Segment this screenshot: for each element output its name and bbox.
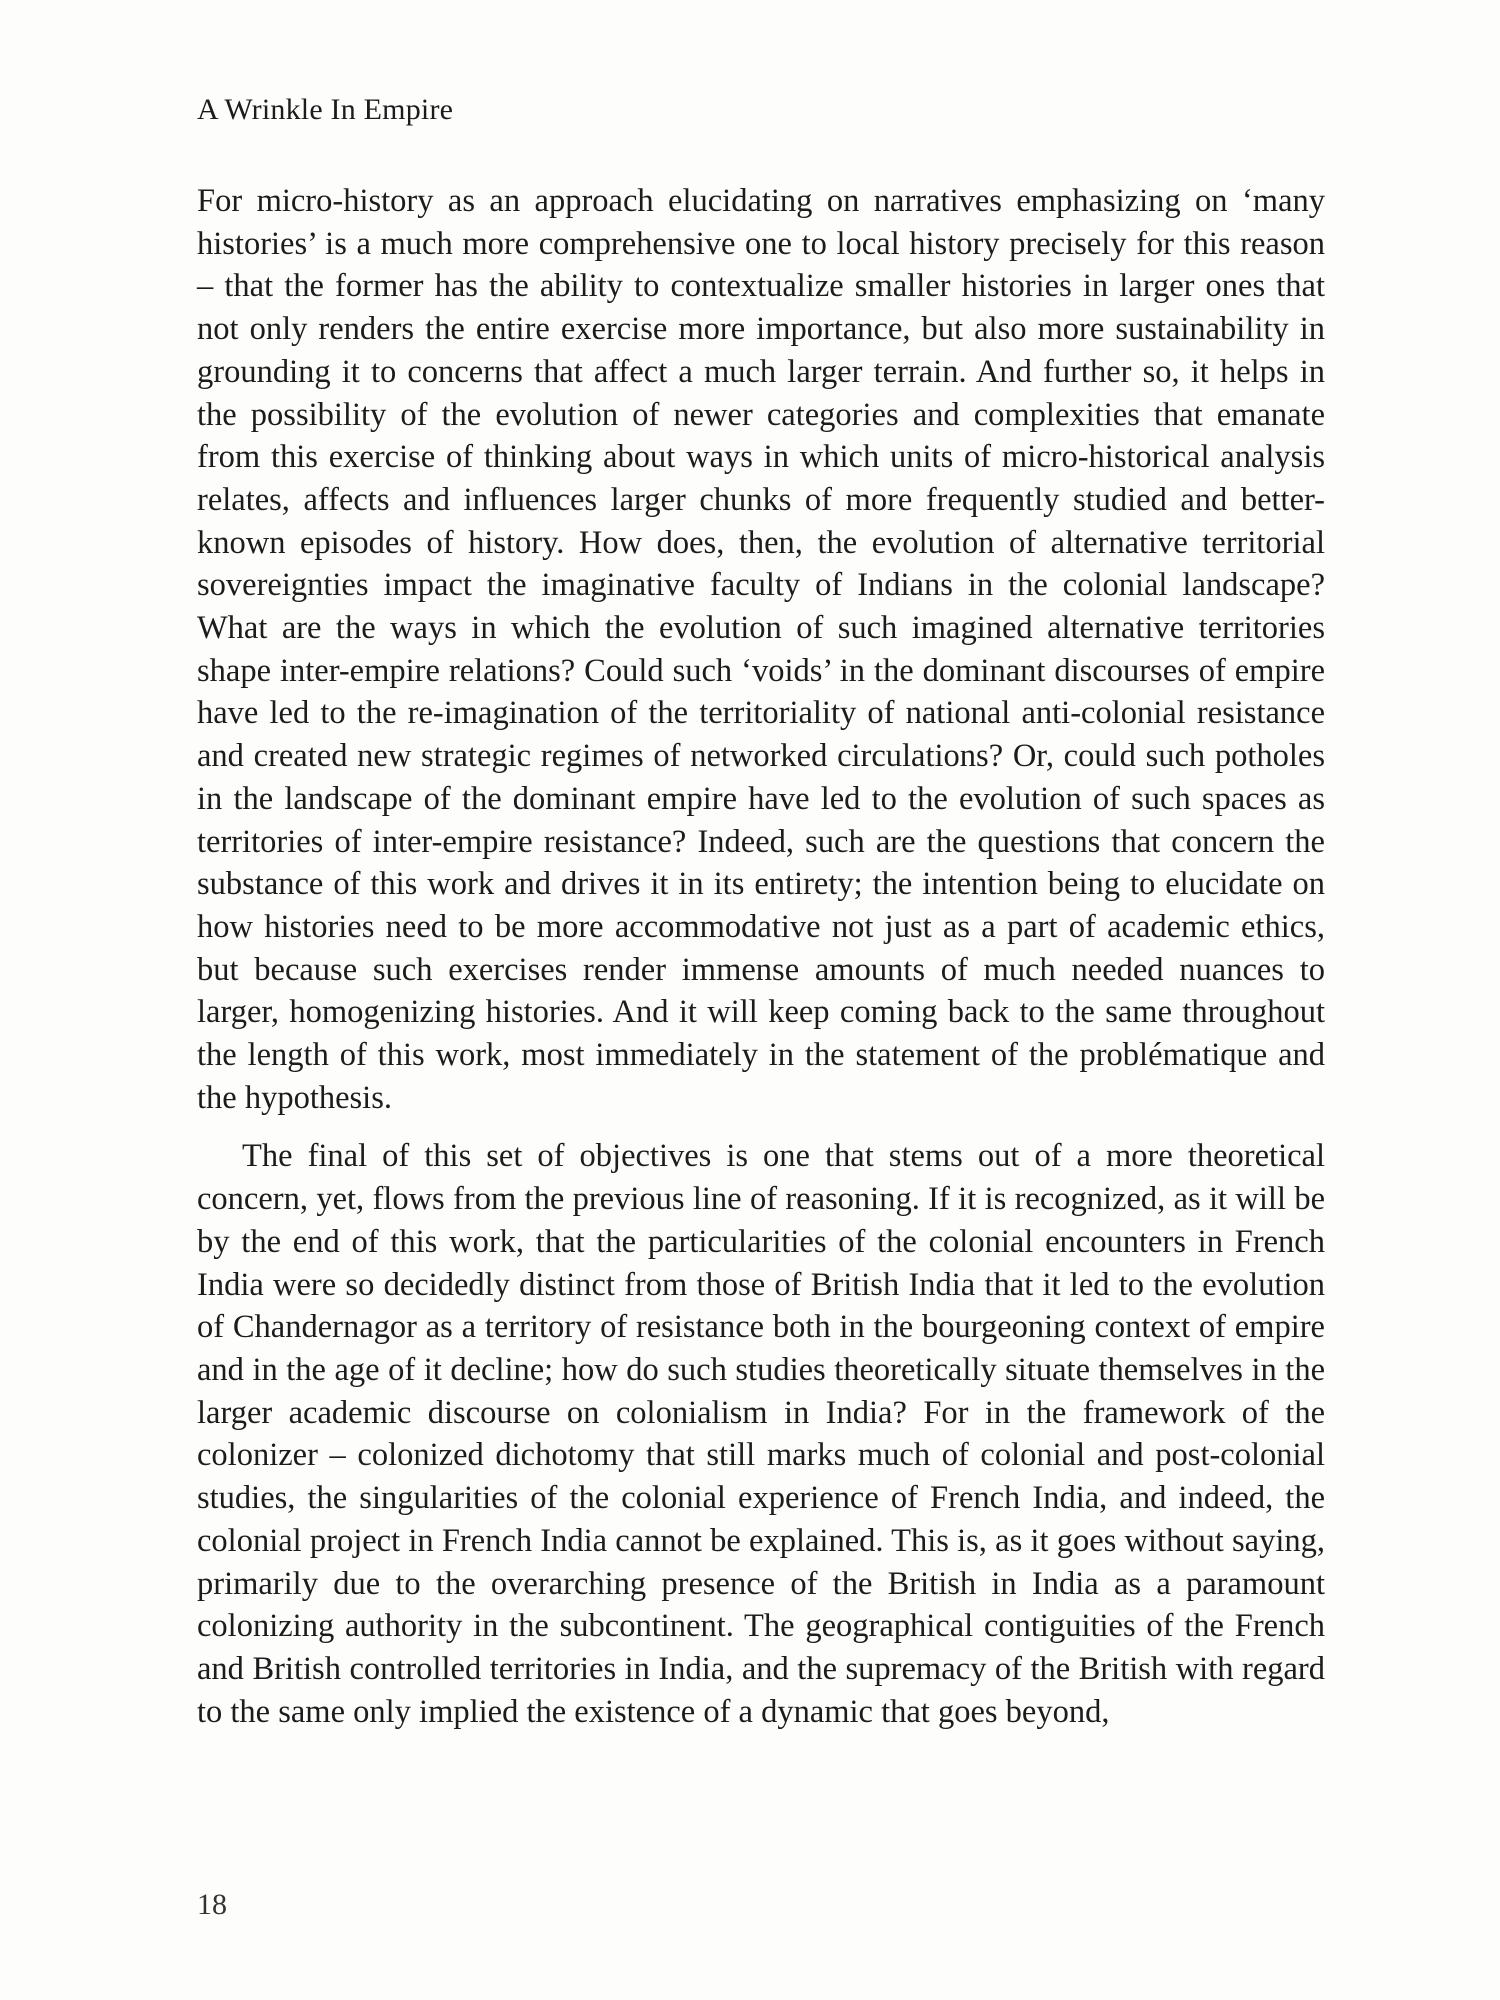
paragraph-2: The final of this set of objectives is one that stems out of a more theoretical concern, yet, flows from the previous line of reasoning. If it is recognized, as it will be by the end of this work, that the particularities of the colonial encounters in French India were so decidedly distinct from those of British India that it led to the evolution of Chandernagor as a territory of resistance both in the bourgeoning context of empire and in the age of it decline; how do such studies theoretically situate themselves in the larger academic discourse on colonialism in India? For in the framework of the colonizer – colonized dichotomy that still marks much of colonial and post-colonial studies, the singularities of the colonial experience of French India, and indeed, the colonial project in French India cannot be explained. This is, as it goes without saying, primarily due to the overarching presence of the British in India as a paramount colonizing authority in the subcontinent. The geographical contiguities of the French and British controlled territories in India, and the supremacy of the British with regard to the same only implied the existence of a dynamic that goes beyond, — [197, 1138, 1325, 1730]
page-number: 18 — [197, 1888, 227, 1921]
paragraph-1: For micro-history as an approach elucidating on narratives emphasizing on ‘many histories’ is a much more comprehensive one to local history precisely for this reason – that the former has the ability to contextualize smaller histories in larger ones that not only renders the entire exercise more importance, but also more sustainability in grounding it to concerns that affect a much larger terrain. And further so, it helps in the possibility of the evolution of newer categories and complexities that emanate from this exercise of thinking about ways in which units of micro-historical analysis relates, affects and influences larger chunks of more frequently studied and better-known episodes of history. How does, then, the evolution of alternative territorial sovereignties impact the imaginative faculty of Indians in the colonial landscape? What are the ways in which the evolution of such imagined alternative territories shape inter-empire relations? Could such ‘voids’ in the dominant discourses of empire have led to the re-imagination of the territoriality of national anti-colonial resistance and created new strategic regimes of networked circulations? Or, could such potholes in the landscape of the dominant empire have led to the evolution of such spaces as territories of inter-empire resistance? Indeed, such are the questions that concern the substance of this work and drives it in its entirety; the intention being to elucidate on how histories need to be more accommodative not just as a part of academic ethics, but because such exercises render immense amounts of much needed nuances to larger, homogenizing histories. And it will keep coming back to the same throughout the length of this work, most immediately in the statement of the problématique and the hypothesis. — [197, 183, 1325, 1116]
running-head: A Wrinkle In Empire — [197, 93, 454, 126]
body-text — [197, 180, 1325, 1733]
